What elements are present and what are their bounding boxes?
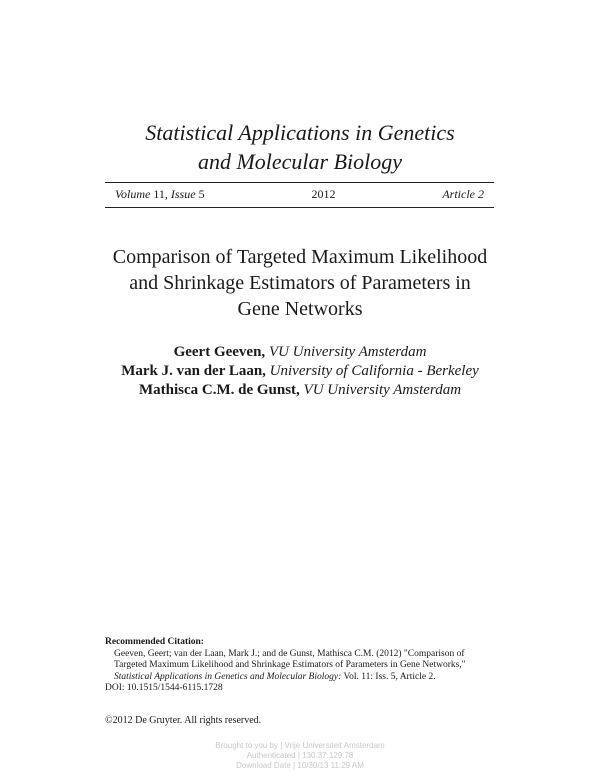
publication-year: 2012 bbox=[311, 187, 336, 201]
access-stamp-line-3: Download Date | 10/30/13 11:29 AM bbox=[236, 761, 364, 770]
journal-title-line-2: and Molecular Biology bbox=[197, 149, 403, 174]
article-title-line-3: Gene Networks bbox=[237, 298, 363, 320]
author-line bbox=[0, 381, 600, 400]
citation-line-1: Geeven, Geert; van der Laan, Mark J.; and de Gunst, Mathisca C.M. (2012) "Comparison of bbox=[114, 648, 465, 659]
access-stamp bbox=[0, 741, 600, 771]
citation-heading: Recommended Citation: bbox=[105, 637, 204, 647]
article-title-line-1: Comparison of Targeted Maximum Likelihood bbox=[112, 246, 488, 268]
citation-body bbox=[105, 649, 505, 684]
author-affiliation: VU University Amsterdam bbox=[268, 344, 427, 360]
author-name: Geert Geeven, bbox=[173, 344, 266, 360]
author-line bbox=[0, 362, 600, 381]
journal-title bbox=[0, 118, 600, 176]
article-number: Article 2 bbox=[442, 187, 484, 201]
volume-issue: Volume 11, Issue 5 bbox=[115, 187, 205, 201]
citation-line-3 bbox=[114, 672, 505, 684]
article-title-line-2: and Shrinkage Estimators of Parameters in bbox=[129, 272, 471, 294]
volume-label: Volume bbox=[115, 187, 151, 201]
author-affiliation: University of California - Berkeley bbox=[269, 363, 479, 379]
author-line bbox=[0, 343, 600, 362]
access-stamp-line-1: Brought to you by | Vrije Universiteit Amsterdam bbox=[215, 741, 385, 750]
citation-doi: DOI: 10.1515/1544-6115.1728 bbox=[105, 683, 223, 693]
citation-journal: Statistical Applications in Genetics and Molecular Biology: bbox=[114, 671, 342, 682]
author-list bbox=[0, 343, 600, 400]
journal-title-line-1: Statistical Applications in Genetics bbox=[145, 120, 455, 145]
recommended-citation bbox=[105, 637, 505, 695]
article-title bbox=[0, 244, 600, 322]
bottom-rule bbox=[105, 207, 494, 208]
volume-number: 11 bbox=[153, 187, 165, 201]
access-stamp-line-2: Authenticated | 130.37.129.78 bbox=[246, 751, 354, 760]
citation-line-2: Targeted Maximum Likelihood and Shrinkage Estimators of Parameters in Gene Networks," bbox=[114, 660, 466, 670]
citation-volume: Vol. 11: Iss. 5, Article 2. bbox=[341, 671, 436, 682]
top-rule bbox=[105, 182, 494, 183]
copyright-notice: ©2012 De Gruyter. All rights reserved. bbox=[105, 715, 262, 726]
issue-label: Issue bbox=[170, 187, 196, 201]
author-name: Mathisca C.M. de Gunst, bbox=[138, 382, 300, 398]
issue-number: 5 bbox=[198, 187, 205, 201]
issue-info-row bbox=[115, 187, 484, 202]
author-affiliation: VU University Amsterdam bbox=[303, 382, 462, 398]
author-name: Mark J. van der Laan, bbox=[121, 363, 266, 379]
